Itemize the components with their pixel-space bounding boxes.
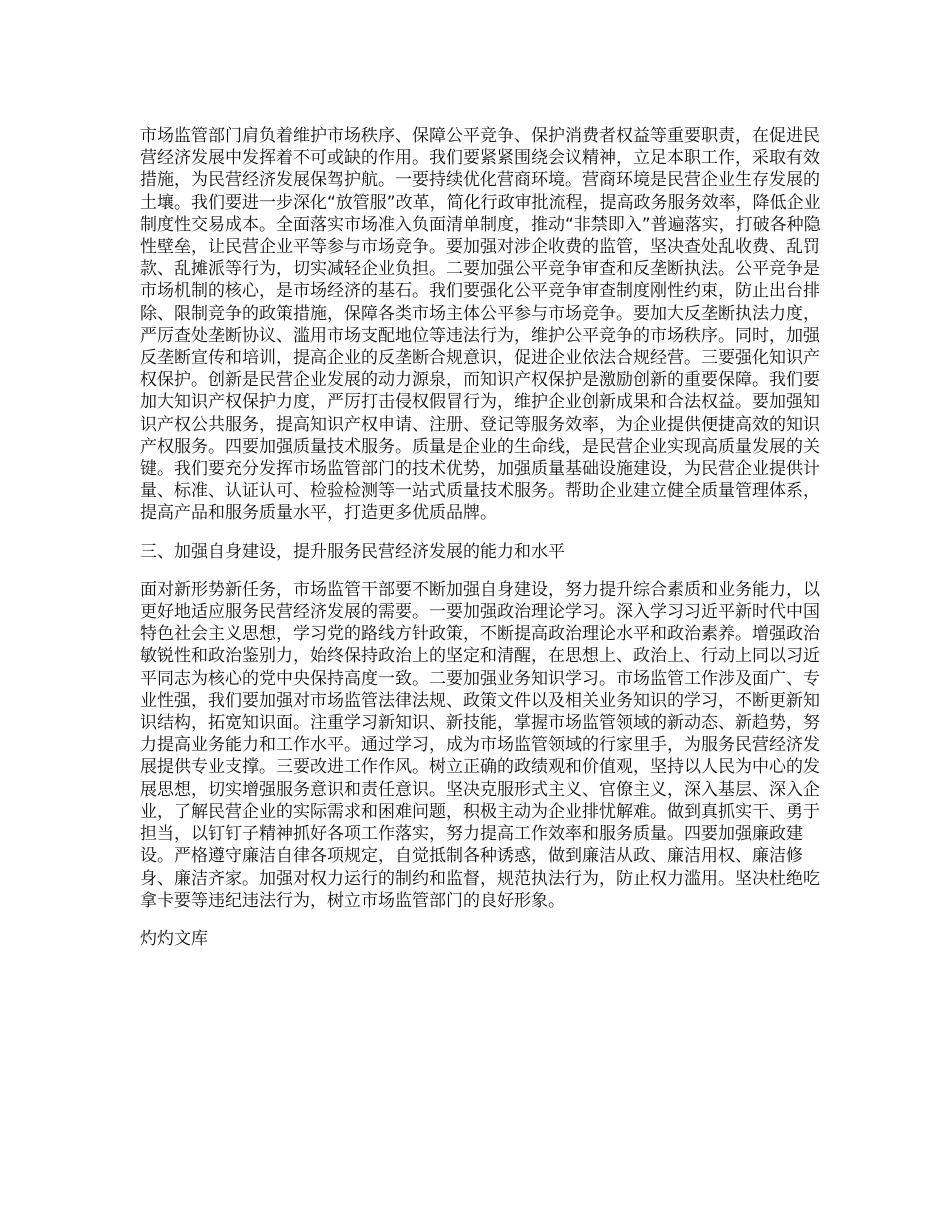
document-page	[140, 125, 822, 950]
section-heading: 三、加强自身建设，提升服务民营经济发展的能力和水平	[140, 541, 565, 562]
body-paragraph: 面对新形势新任务，市场监管干部要不断加强自身建设，努力提升综合素质和业务能力，以更好地适应服务民营经济发展的需要。一要加强政治理论学习。深入学习习近平新时代中国特色社会主义思想，学习党的路线方针政策，不断提高政治理论水平和政治素养。增强政治敏锐性和政治鉴别力，始终保持政治上的坚定和清醒，在思想上、政治上、行动上同以习近平同志为核心的党中央保持高度一致。二要加强业务知识学习。市场监管工作涉及面广、专业性强，我们要加强对市场监管法律法规、政策文件以及相关业务知识的学习，不断更新知识结构，拓宽知识面。注重学习新知识、新技能，掌握市场监管领域的新动态、新趋势，努力提高业务能力和工作水平。通过学习，成为市场监管领域的行家里手，为服务民营经济发展提供专业支撑。三要改进工作作风。树立正确的政绩观和价值观，坚持以人民为中心的发展思想，切实增强服务意识和责任意识。坚决克服形式主义、官僚主义，深入基层、深入企业，了解民营企业的实际需求和困难问题，积极主动为企业排忧解难。做到真抓实干、勇于担当，以钉钉子精神抓好各项工作落实，努力提高工作效率和服务质量。四要加强廉政建设。严格遵守廉洁自律各项规定，自觉抵制各种诱惑，做到廉洁从政、廉洁用权、廉洁修身、廉洁齐家。加强对权力运行的制约和监督，规范执法行为，防止权力滥用。坚决杜绝吃拿卡要等违纪违法行为，树立市场监管部门的良好形象。	[140, 579, 820, 911]
body-paragraph: 市场监管部门肩负着维护市场秩序、保障公平竞争、保护消费者权益等重要职责，在促进民营经济发展中发挥着不可或缺的作用。我们要紧紧围绕会议精神，立足本职工作，采取有效措施，为民营经济发展保驾护航。一要持续优化营商环境。营商环境是民营企业生存发展的土壤。我们要进一步深化“放管服”改革，简化行政审批流程，提高政务服务效率，降低企业制度性交易成本。全面落实市场准入负面清单制度，推动“非禁即入”普遍落实，打破各种隐性壁垒，让民营企业平等参与市场竞争。要加强对涉企收费的监管，坚决查处乱收费、乱罚款、乱摊派等行为，切实减轻企业负担。二要加强公平竞争审查和反垄断执法。公平竞争是市场机制的核心，是市场经济的基石。我们要强化公平竞争审查制度刚性约束，防止出台排除、限制竞争的政策措施，保障各类市场主体公平参与市场竞争。要加大反垄断执法力度，严厉查处垄断协议、滥用市场支配地位等违法行为，维护公平竞争的市场秩序。同时，加强反垄断宣传和培训，提高企业的反垄断合规意识，促进企业依法合规经营。三要强化知识产权保护。创新是民营企业发展的动力源泉，而知识产权保护是激励创新的重要保障。我们要加大知识产权保护力度，严厉打击侵权假冒行为，维护企业创新成果和合法权益。要加强知识产权公共服务，提高知识产权申请、注册、登记等服务效率，为企业提供便捷高效的知识产权服务。四要加强质量技术服务。质量是企业的生命线，是民营企业实现高质量发展的关键。我们要充分发挥市场监管部门的技术优势，加强质量基础设施建设，为民营企业提供计量、标准、认证认可、检验检测等一站式质量技术服务。帮助企业建立健全质量管理体系，提高产品和服务质量水平，打造更多优质品牌。	[140, 126, 821, 524]
footer-source-label: 灼灼文库	[140, 928, 208, 949]
